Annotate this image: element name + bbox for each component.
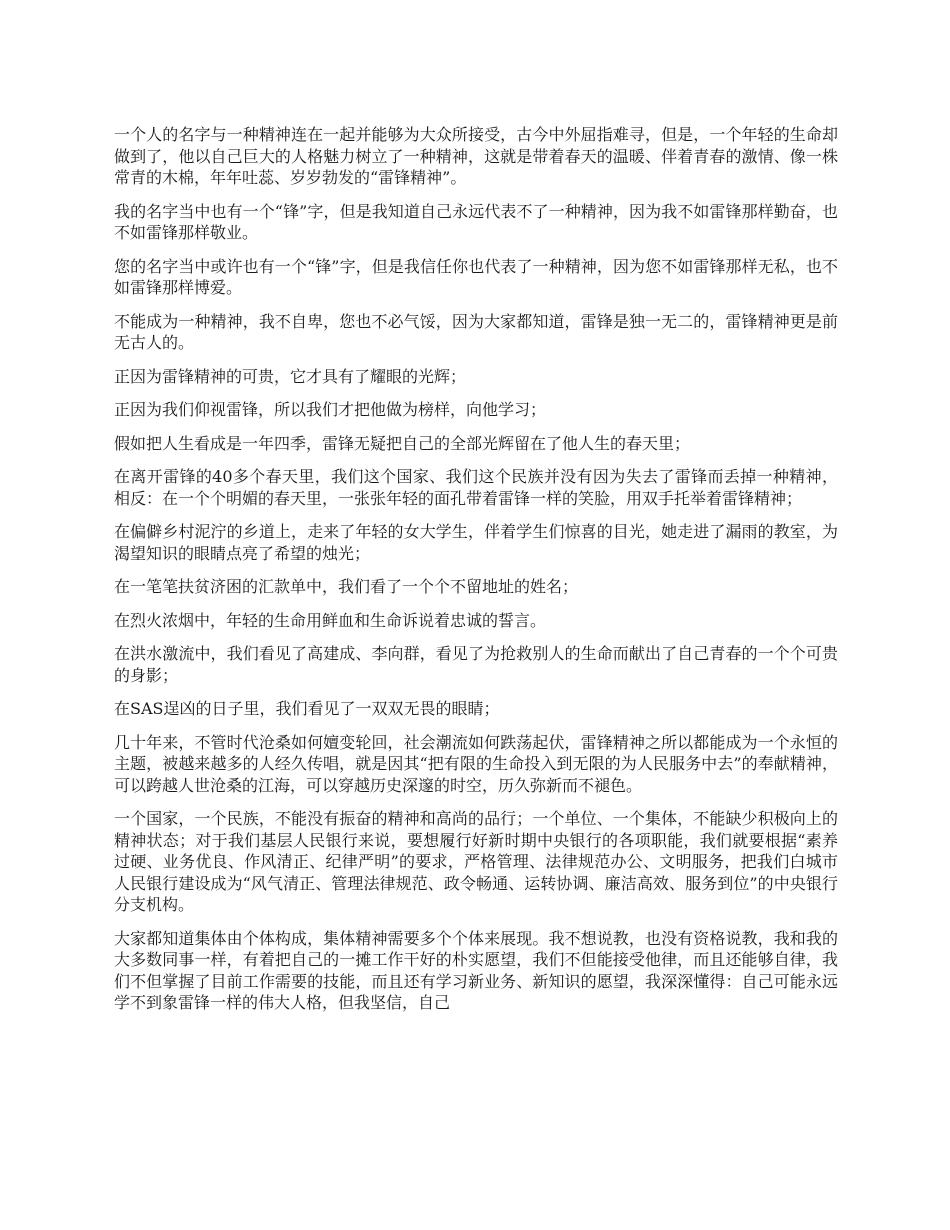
paragraph-15: 一个国家，一个民族，不能没有振奋的精神和高尚的品行；一个单位、一个集体，不能缺少积极向上的精神状态；对于我们基层人民银行来说，要想履行好新时期中央银行的各项职能，我们就要根据“素养过硬、业务优良、作风清正、纪律严明”的要求，严格管理、法律规范办公、文明服务，把我们白城市人民银行建设成为“风气清正、管理法律规范、政令畅通、运转协调、廉洁高效、服务到位”的中央银行分支机构。: [114, 809, 838, 914]
paragraph-16: 大家都知道集体由个体构成，集体精神需要多个个体来展现。我不想说教，也没有资格说教，我和我的大多数同事一样，有着把自己的一摊工作干好的朴实愿望，我们不但能接受他律，而且还能够自律，我们不但掌握了目前工作需要的技能，而且还有学习新业务、新知识的愿望，我深深懂得：自己可能永远学不到象雷锋一样的伟大人格，但我坚信，自己: [114, 928, 838, 1012]
paragraph-14: 几十年来，不管时代沧桑如何嬗变轮回，社会潮流如何跌荡起伏，雷锋精神之所以都能成为一个永恒的主题，被越来越多的人经久传唱，就是因其“把有限的生命投入到无限的为人民服务中去”的奉献精神，可以跨越人世沧桑的江海，可以穿越历史深邃的时空，历久弥新而不褪色。: [114, 732, 838, 795]
paragraph-7: 假如把人生看成是一年四季，雷锋无疑把自己的全部光辉留在了他人生的春天里；: [114, 433, 691, 453]
paragraph-2: 我的名字当中也有一个“锋”字，但是我知道自己永远代表不了一种精神，因为我不如雷锋那样勤奋，也不如雷锋那样敬业。: [114, 201, 838, 242]
paragraph-12: 在洪水激流中，我们看见了高建成、李向群，看见了为抢救别人的生命而献出了自己青春的一个个可贵的身影；: [114, 644, 838, 685]
paragraph-11: 在烈火浓烟中，年轻的生命用鲜血和生命诉说着忠诚的誓言。: [114, 610, 547, 630]
paragraph-9: 在偏僻乡村泥泞的乡道上，走来了年轻的女大学生，伴着学生们惊喜的目光，她走进了漏雨的教室，为渴望知识的眼睛点亮了希望的烛光；: [114, 522, 838, 563]
paragraph-5: 正因为雷锋精神的可贵，它才具有了耀眼的光辉；: [114, 366, 467, 386]
paragraph-3: 您的名字当中或许也有一个“锋”字，但是我信任你也代表了一种精神，因为您不如雷锋那样无私，也不如雷锋那样博爱。: [114, 256, 838, 297]
paragraph-6: 正因为我们仰视雷锋，所以我们才把他做为榜样，向他学习；: [114, 400, 547, 419]
paragraph-13: 在SAS逞凶的日子里，我们看见了一双双无畏的眼睛；: [114, 699, 500, 718]
paragraph-1: 一个人的名字与一种精神连在一起并能够为大众所接受，古今中外屈指难寻，但是，一个年轻的生命却做到了，他以自己巨大的人格魅力树立了一种精神，这就是带着春天的温暖、伴着青春的激情、像一株常青的木棉，年年吐蕊、岁岁勃发的“雷锋精神”。: [114, 125, 838, 187]
paragraph-10: 在一笔笔扶贫济困的汇款单中，我们看了一个个不留地址的姓名；: [114, 577, 579, 596]
paragraph-8: 在离开雷锋的40多个春天里，我们这个国家、我们这个民族并没有因为失去了雷锋而丢掉一种精神，相反：在一个个明媚的春天里，一张张年轻的面孔带着雷锋一样的笑脸，用双手托举着雷锋精神；: [114, 467, 838, 508]
paragraph-4: 不能成为一种精神，我不自卑，您也不必气馁，因为大家都知道，雷锋是独一无二的，雷锋精神更是前无古人的。: [114, 311, 838, 352]
